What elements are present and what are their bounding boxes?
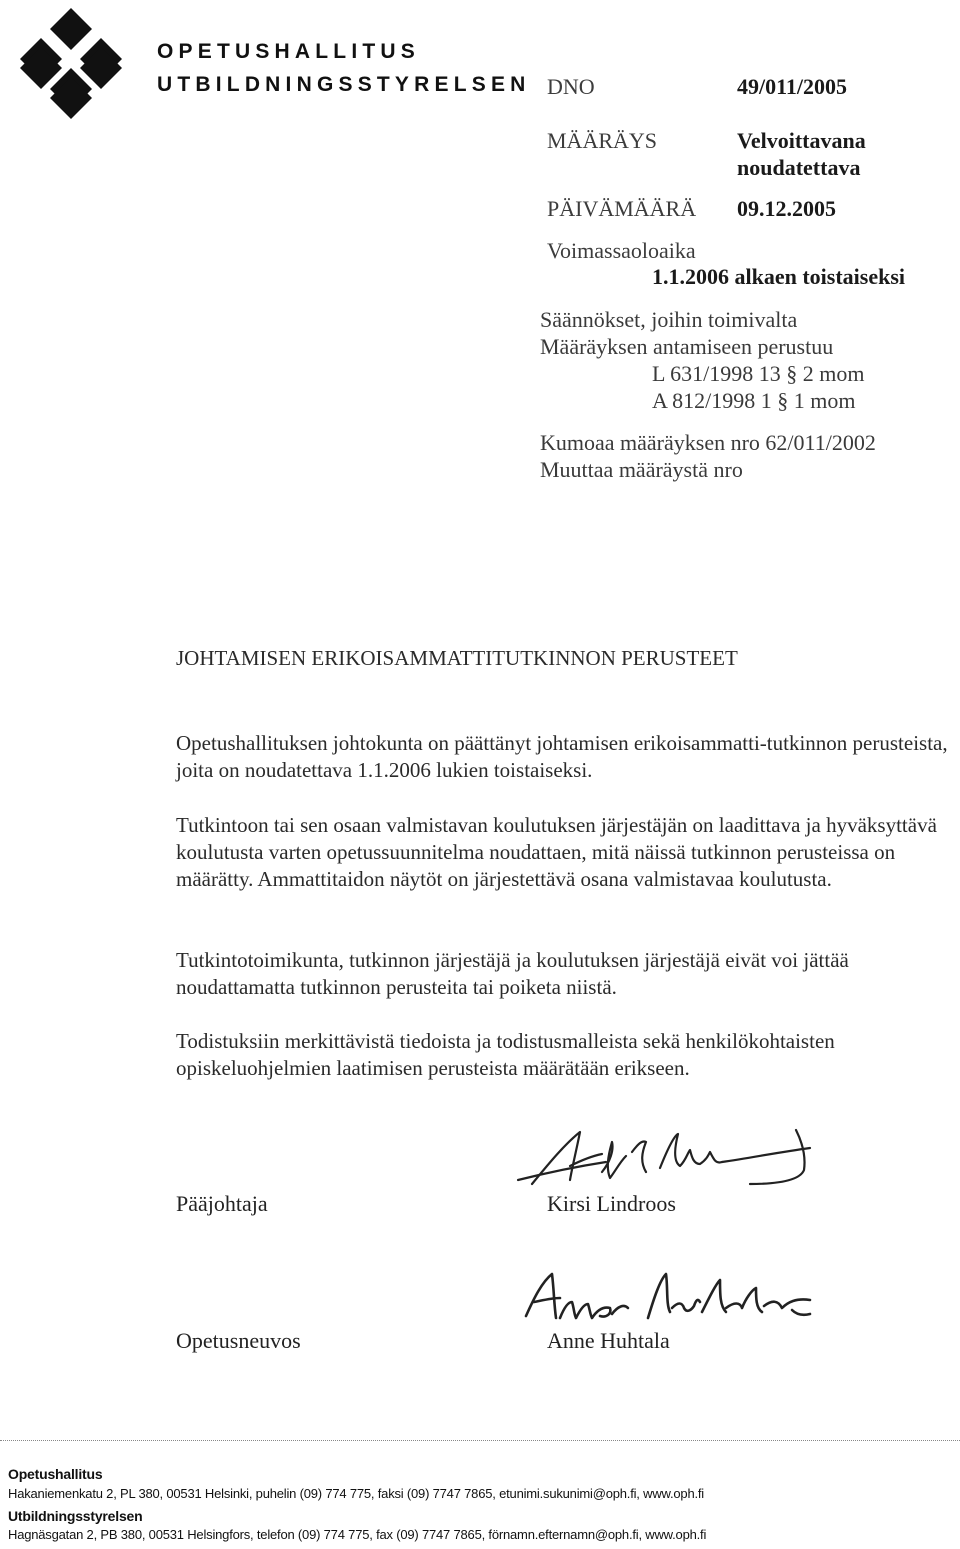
legal-basis-line2: Määräyksen antamiseen perustuu	[540, 334, 834, 359]
signatory-2-name: Anne Huhtala	[547, 1328, 670, 1353]
footer-finnish-address: Hakaniemenkatu 2, PL 380, 00531 Helsinki, puhelin (09) 774 775, faksi (09) 7747 7865, etunimi.sukunimi@oph.fi, www.oph.fi	[8, 1486, 704, 1501]
footer-finnish-org: Opetushallitus	[8, 1466, 103, 1482]
signatory-2-role: Opetusneuvos	[176, 1328, 301, 1353]
logo-name-finnish: OPETUSHALLITUS	[157, 40, 420, 63]
handwritten-signature-2	[520, 1268, 820, 1330]
document-type-value-line2: noudatettava	[737, 155, 861, 180]
legal-basis-line1: Säännökset, joihin toimivalta	[540, 307, 798, 332]
repeals-line: Kumoaa määräyksen nro 62/011/2002	[540, 430, 876, 455]
handwritten-signature-1	[510, 1122, 820, 1194]
footer-swedish-org: Utbildningsstyrelsen	[8, 1508, 143, 1524]
date-value: 09.12.2005	[737, 196, 836, 221]
logo-pattern-icon	[8, 8, 134, 128]
document-type-value-line1: Velvoittavana	[737, 128, 866, 153]
logo-name-swedish: UTBILDNINGSSTYRELSEN	[157, 73, 531, 96]
validity-value: 1.1.2006 alkaen toistaiseksi	[652, 264, 906, 289]
document-type-label: MÄÄRÄYS	[547, 128, 658, 153]
footer-divider	[0, 1440, 960, 1441]
amends-line: Muuttaa määräystä nro	[540, 457, 743, 482]
document-title: JOHTAMISEN ERIKOISAMMATTITUTKINNON PERUSTEET	[176, 646, 738, 670]
date-label: PÄIVÄMÄÄRÄ	[547, 196, 697, 221]
signatory-1-role: Pääjohtaja	[176, 1191, 268, 1216]
legal-reference-2: A 812/1998 1 § 1 mom	[652, 388, 856, 413]
legal-reference-1: L 631/1998 13 § 2 mom	[652, 361, 865, 386]
paragraph-certificates: Todistuksiin merkittävistä tiedoista ja todistusmalleista sekä henkilökohtaisten opiskeluohjelmien laatimisen perusteista määrätään erikseen.	[176, 1029, 835, 1080]
dno-label: DNO	[547, 74, 595, 99]
paragraph-curriculum: Tutkintoon tai sen osaan valmistavan koulutuksen järjestäjän on laadittava ja hyväksyttävä koulutusta varten opetussuunnitelma noudattaen, mitä näissä tutkinnon perusteissa on määrätty. Ammattitaidon näytöt on järjestettävä osana valmistavaa koulutusta.	[176, 813, 937, 891]
footer-swedish-address: Hagnäsgatan 2, PB 380, 00531 Helsingfors, telefon (09) 774 775, fax (09) 7747 7865, förnamn.efternamn@oph.fi, www.oph.fi	[8, 1527, 707, 1542]
paragraph-decision: Opetushallituksen johtokunta on päättänyt johtamisen erikoisammatti-tutkinnon perusteista, joita on noudatettava 1.1.2006 lukien toistaiseksi.	[176, 731, 948, 782]
signatory-1-name: Kirsi Lindroos	[547, 1191, 676, 1216]
paragraph-compliance: Tutkintotoimikunta, tutkinnon järjestäjä ja koulutuksen järjestäjä eivät voi jättää noudattamatta tutkinnon perusteita tai poiketa niistä.	[176, 948, 849, 999]
dno-value: 49/011/2005	[737, 74, 848, 99]
validity-label: Voimassaoloaika	[547, 238, 696, 263]
